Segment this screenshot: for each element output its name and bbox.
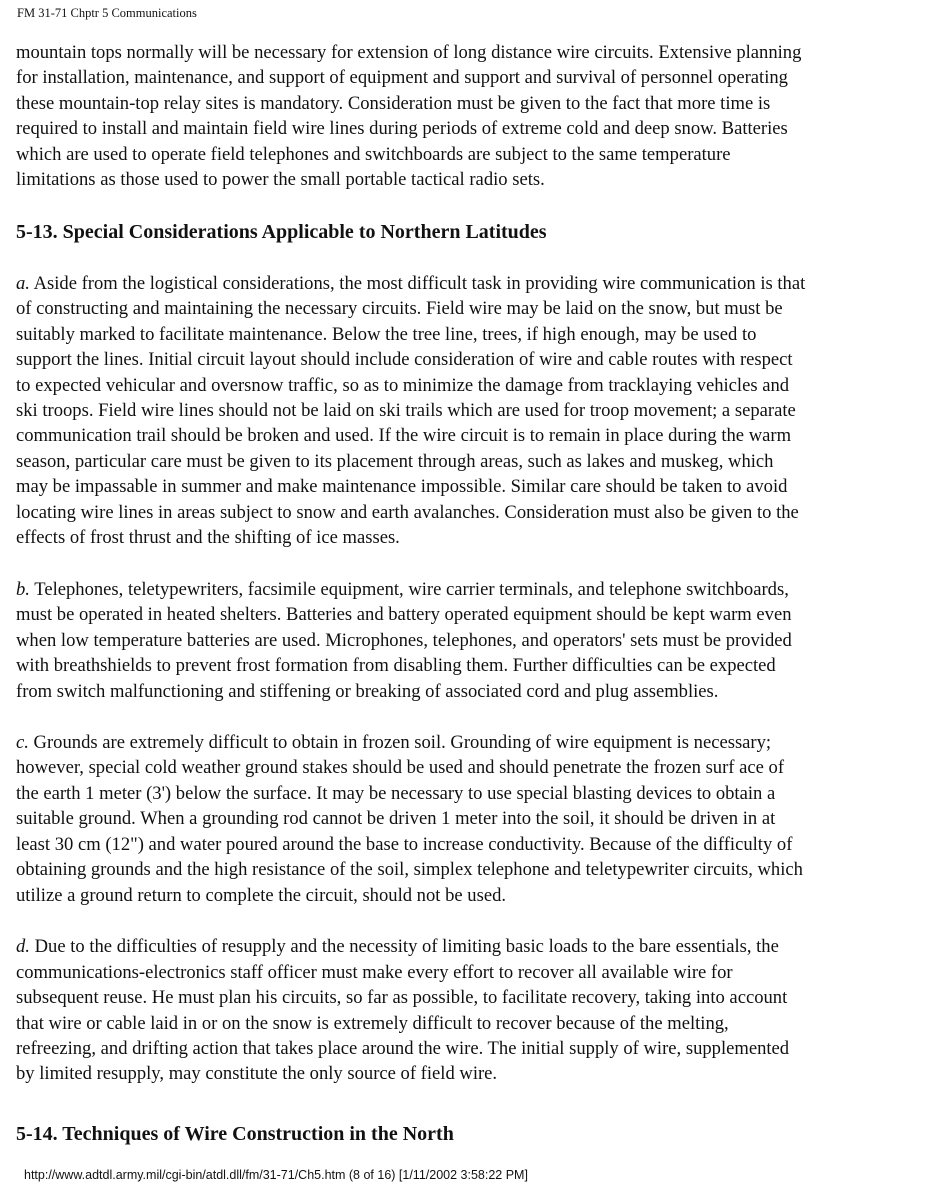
text-line (16, 525, 916, 550)
text-line (16, 322, 916, 347)
line-text: however, special cold weather ground stakes should be used and should penetrate the frozen surf ace of (16, 757, 785, 779)
text-line (16, 449, 916, 474)
line-text: effects of frost thrust and the shifting of ice masses. (16, 527, 400, 549)
line-text: Due to the difficulties of resupply and the necessity of limiting basic loads to the bare essentials, the (29, 936, 779, 958)
text-line (16, 1011, 916, 1036)
line-text: the earth 1 meter (3') below the surface. It may be necessary to use special blasting devices to obtain a (16, 782, 776, 804)
line-text: refreezing, and drifting action that takes place around the wire. The initial supply of wire, supplemented (16, 1037, 790, 1059)
line-text: which are used to operate field telephones and switchboards are subject to the same temperature (16, 143, 731, 165)
line-text: subsequent reuse. He must plan his circuits, so far as possible, to facilitate recovery, taking into account (16, 987, 788, 1009)
text-line (16, 781, 916, 806)
line-text: from switch malfunctioning and stiffening or breaking of associated cord and plug assemblies. (16, 680, 719, 702)
text-line (16, 347, 916, 372)
text-line (16, 985, 916, 1010)
text-line (16, 730, 916, 755)
text-line (16, 500, 916, 525)
line-text: by limited resupply, may constitute the only source of field wire. (16, 1063, 498, 1085)
text-line (16, 116, 916, 141)
line-text: ski troops. Field wire lines should not be laid on ski trails which are used for troop movement; a separate (16, 399, 796, 421)
text-line (16, 628, 916, 653)
text-line (16, 653, 916, 678)
line-text: of constructing and maintaining the necessary circuits. Field wire may be laid on the snow, but must be (16, 298, 783, 320)
line-text: for installation, maintenance, and support of equipment and support and survival of personnel operating (16, 67, 788, 89)
line-text: may be impassable in summer and make maintenance impossible. Similar care should be taken to avoid (16, 476, 788, 498)
page-header: FM 31-71 Chptr 5 Communications (17, 6, 197, 20)
text-line (16, 832, 916, 857)
line-text: required to install and maintain field wire lines during periods of extreme cold and deep snow. Batteries (16, 118, 788, 140)
text-line (16, 398, 916, 423)
page-footer-url: http://www.adtdl.army.mil/cgi-bin/atdl.dll/fm/31-71/Ch5.htm (8 of 16) [1/11/2002 3:58:22 PM] (24, 1168, 528, 1182)
line-text: these mountain-top relay sites is mandatory. Consideration must be given to the fact that more time is (16, 92, 771, 114)
line-text: utilize a ground return to complete the circuit, should not be used. (16, 884, 507, 906)
paragraph-label: d. (16, 936, 30, 958)
intro-paragraph (16, 40, 916, 193)
paragraph-c (16, 730, 916, 908)
text-line (16, 373, 916, 398)
paragraph-label: b. (16, 578, 30, 600)
line-text: that wire or cable laid in or on the snow is extremely difficult to recover because of the melting, (16, 1012, 729, 1034)
paragraph-label: c. (16, 731, 29, 753)
line-text: least 30 cm (12") and water poured around the base to increase conductivity. Because of the difficulty of (16, 833, 793, 855)
text-line (16, 91, 916, 116)
text-line (16, 934, 916, 959)
line-text: communications-electronics staff officer must make every effort to recover all available wire for (16, 961, 733, 983)
text-line (16, 271, 916, 296)
text-line (16, 1036, 916, 1061)
section-heading-5-13: 5-13. Special Considerations Applicable to Northern Latitudes (16, 220, 547, 243)
paragraph-label: a. (16, 272, 30, 294)
text-line (16, 167, 916, 192)
text-line (16, 423, 916, 448)
line-text: must be operated in heated shelters. Batteries and battery operated equipment should be kept warm even (16, 604, 792, 626)
line-text: support the lines. Initial circuit layout should include consideration of wire and cable routes with respect (16, 349, 793, 371)
section-5-13-paragraphs (16, 271, 916, 1087)
text-line (16, 1061, 916, 1086)
text-line (16, 296, 916, 321)
paragraph-d (16, 934, 916, 1087)
text-line (16, 577, 916, 602)
line-text: communication trail should be broken and used. If the wire circuit is to remain in place during the warm (16, 425, 792, 447)
text-line (16, 65, 916, 90)
line-text: locating wire lines in areas subject to snow and earth avalanches. Consideration must also be given to the (16, 501, 799, 523)
text-line (16, 679, 916, 704)
line-text: Aside from the logistical considerations, the most difficult task in providing wire communication is that (29, 272, 806, 294)
line-text: suitable ground. When a grounding rod cannot be driven 1 meter into the soil, it should be driven in at (16, 808, 776, 830)
line-text: suitably marked to facilitate maintenance. Below the tree line, trees, if high enough, may be used to (16, 323, 757, 345)
document-body (16, 40, 916, 1113)
paragraph-a (16, 271, 916, 551)
text-line (16, 755, 916, 780)
line-text: limitations as those used to power the small portable tactical radio sets. (16, 169, 545, 191)
text-line (16, 40, 916, 65)
line-text: Grounds are extremely difficult to obtain in frozen soil. Grounding of wire equipment is necessary; (28, 731, 772, 753)
line-text: obtaining grounds and the high resistance of the soil, simplex telephone and teletypewriter circuits, which (16, 859, 803, 881)
text-line (16, 806, 916, 831)
text-line (16, 474, 916, 499)
text-line (16, 602, 916, 627)
text-line (16, 857, 916, 882)
line-text: to expected vehicular and oversnow traffic, so as to minimize the damage from tracklaying vehicles and (16, 374, 790, 396)
line-text: Telephones, teletypewriters, facsimile equipment, wire carrier terminals, and telephone switchboards, (29, 578, 789, 600)
text-line (16, 142, 916, 167)
line-text: when low temperature batteries are used. Microphones, telephones, and operators' sets must be provided (16, 629, 792, 651)
paragraph-b (16, 577, 916, 704)
line-text: with breathshields to prevent frost formation from disabling them. Further difficulties can be expected (16, 655, 776, 677)
line-text: season, particular care must be given to its placement through areas, such as lakes and muskeg, which (16, 450, 774, 472)
line-text: mountain tops normally will be necessary for extension of long distance wire circuits. Extensive planning (16, 42, 802, 63)
text-line (16, 960, 916, 985)
section-heading-5-14: 5-14. Techniques of Wire Construction in the North (16, 1123, 454, 1145)
text-line (16, 883, 916, 908)
